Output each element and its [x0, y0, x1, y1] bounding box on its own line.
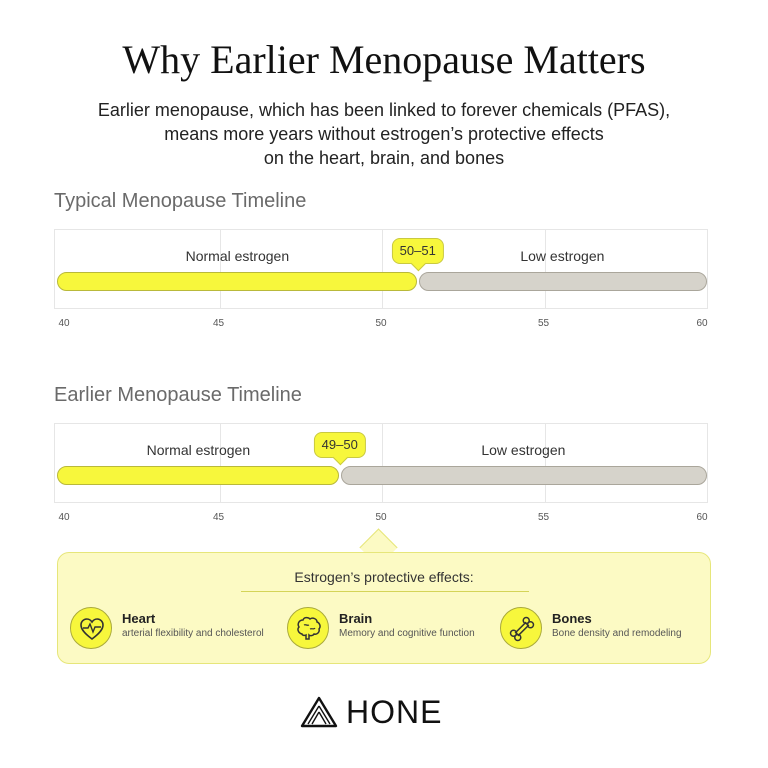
mountain-logo-icon	[300, 696, 338, 728]
page-subtitle	[40, 98, 728, 170]
gridline	[382, 230, 383, 308]
menopause-age-badge: 49–50	[314, 432, 366, 458]
low-estrogen-label: Low estrogen	[520, 248, 605, 264]
axis-tick-label: 50	[375, 318, 387, 329]
gridline	[220, 230, 221, 308]
protective-effects-panel	[57, 552, 711, 664]
bone-icon	[500, 607, 542, 649]
low-estrogen-label: Low estrogen	[481, 442, 566, 458]
low-estrogen-bar	[419, 272, 707, 291]
gridline	[545, 230, 546, 308]
effect-name: Heart	[122, 611, 156, 626]
normal-estrogen-bar	[57, 466, 339, 485]
brand-footer	[0, 692, 768, 736]
axis-tick-label: 45	[212, 512, 225, 523]
subtitle-line: on the heart, brain, and bones	[263, 148, 505, 168]
subtitle-line: Earlier menopause, which has been linked to forever chemicals (PFAS),	[97, 100, 671, 120]
axis-tick-label: 45	[212, 318, 225, 329]
subtitle-line: means more years without estrogen’s protective effects	[164, 124, 604, 144]
earlier-timeline-chart	[54, 423, 708, 503]
effect-description: arterial flexibility and cholesterol	[122, 628, 264, 639]
brain-icon	[287, 607, 329, 649]
gridline	[382, 424, 383, 502]
gridline	[220, 424, 221, 502]
effects-divider	[241, 591, 529, 592]
brand-name: HONE	[346, 694, 443, 730]
effect-name: Bones	[552, 611, 592, 626]
normal-estrogen-label: Normal estrogen	[185, 248, 290, 264]
axis-tick-label: 40	[58, 318, 70, 329]
effect-description: Bone density and remodeling	[552, 628, 682, 639]
axis-tick-label: 60	[696, 318, 708, 329]
axis-tick-label: 50	[375, 512, 387, 523]
axis-tick-label: 55	[537, 318, 550, 329]
axis-tick-label: 60	[696, 512, 708, 523]
axis-tick-label: 40	[58, 512, 70, 523]
effect-name: Brain	[339, 611, 373, 626]
effect-description: Memory and cognitive function	[339, 628, 475, 639]
menopause-age-badge: 50–51	[392, 238, 444, 264]
normal-estrogen-bar	[57, 272, 417, 291]
heart-icon	[70, 607, 112, 649]
typical-timeline-chart	[54, 229, 708, 309]
typical-timeline-axis	[54, 318, 708, 332]
axis-tick-label: 55	[537, 512, 550, 523]
low-estrogen-bar	[341, 466, 707, 485]
typical-timeline-title: Typical Menopause Timeline	[54, 190, 307, 212]
gridline	[545, 424, 546, 502]
normal-estrogen-label: Normal estrogen	[146, 442, 251, 458]
effects-title: Estrogen’s protective effects:	[294, 569, 474, 585]
page-title: Why Earlier Menopause Matters	[122, 37, 646, 82]
earlier-timeline-axis	[54, 512, 708, 526]
earlier-timeline-title: Earlier Menopause Timeline	[54, 384, 302, 406]
